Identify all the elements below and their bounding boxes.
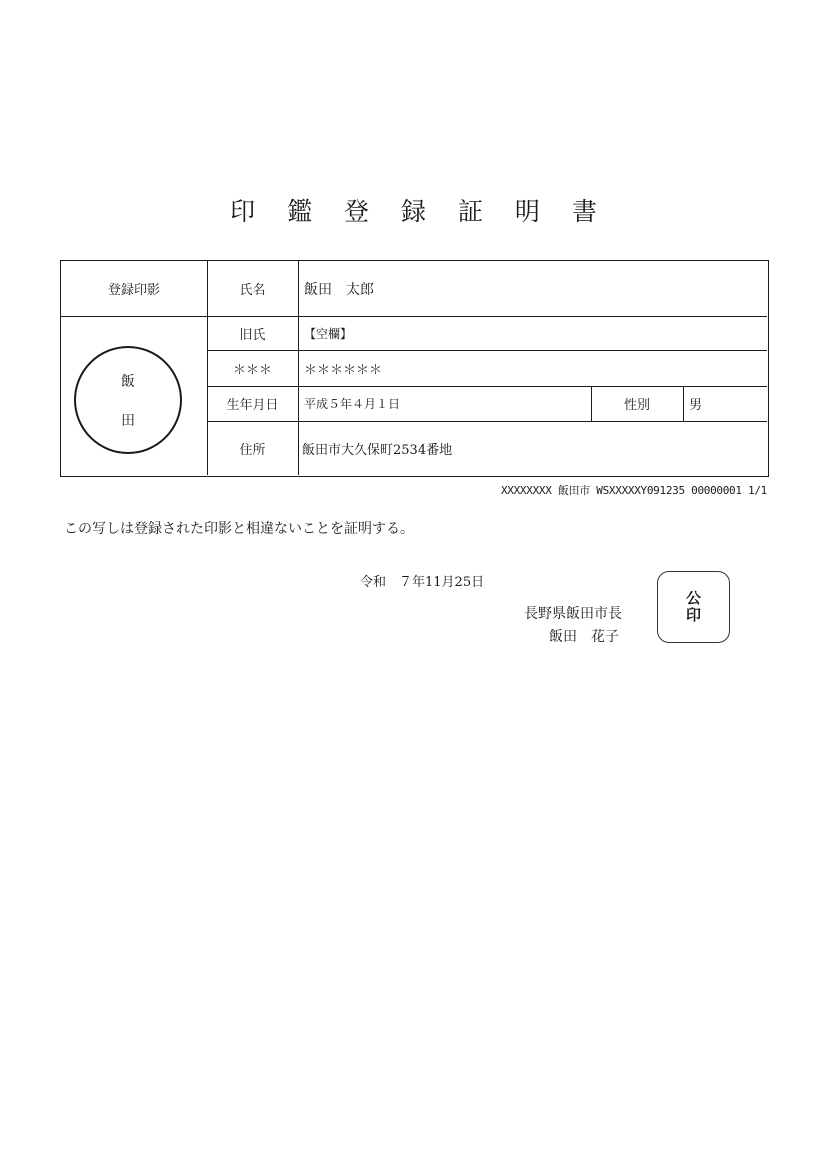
- masked-label: ＊＊＊: [232, 362, 272, 378]
- certificate-table: [60, 260, 769, 477]
- name-label: 氏名: [239, 283, 266, 298]
- address-label: 住所: [239, 442, 266, 458]
- issue-date: 令和 ７年11月25日: [360, 575, 485, 590]
- masked-value: ＊＊＊＊＊＊: [304, 362, 383, 378]
- name-value: 飯田 太郎: [304, 281, 374, 298]
- column-divider: [683, 387, 684, 422]
- reference-number: XXXXXXXX 飯田市 WSXXXXXY091235 00000001 1/1: [500, 484, 767, 497]
- column-divider: [298, 261, 299, 475]
- former-name-value: 【空欄】: [304, 326, 353, 341]
- registered-seal-impression: [74, 346, 182, 454]
- document-title: 印 鑑 登 録 証 明 書: [230, 197, 609, 226]
- seal-char: 田: [121, 413, 135, 429]
- sex-label: 性別: [623, 398, 650, 413]
- birth-date-value: 平成５年４月１日: [304, 397, 401, 411]
- stamp-char: 公: [685, 589, 701, 607]
- issuer-name: 飯田 花子: [549, 629, 619, 645]
- former-name-label: 旧氏: [239, 327, 266, 343]
- seal-char: 飯: [121, 374, 135, 390]
- certification-statement: この写しは登録された印影と相違ないことを証明する。: [64, 521, 414, 537]
- seal-header: 登録印影: [107, 283, 160, 298]
- sex-value: 男: [689, 398, 703, 413]
- issuer-title: 長野県飯田市長: [524, 606, 622, 622]
- official-stamp: [657, 571, 730, 643]
- address-value: 飯田市大久保町2534番地: [302, 442, 453, 458]
- stamp-char: 印: [685, 606, 701, 624]
- birth-date-label: 生年月日: [226, 398, 279, 413]
